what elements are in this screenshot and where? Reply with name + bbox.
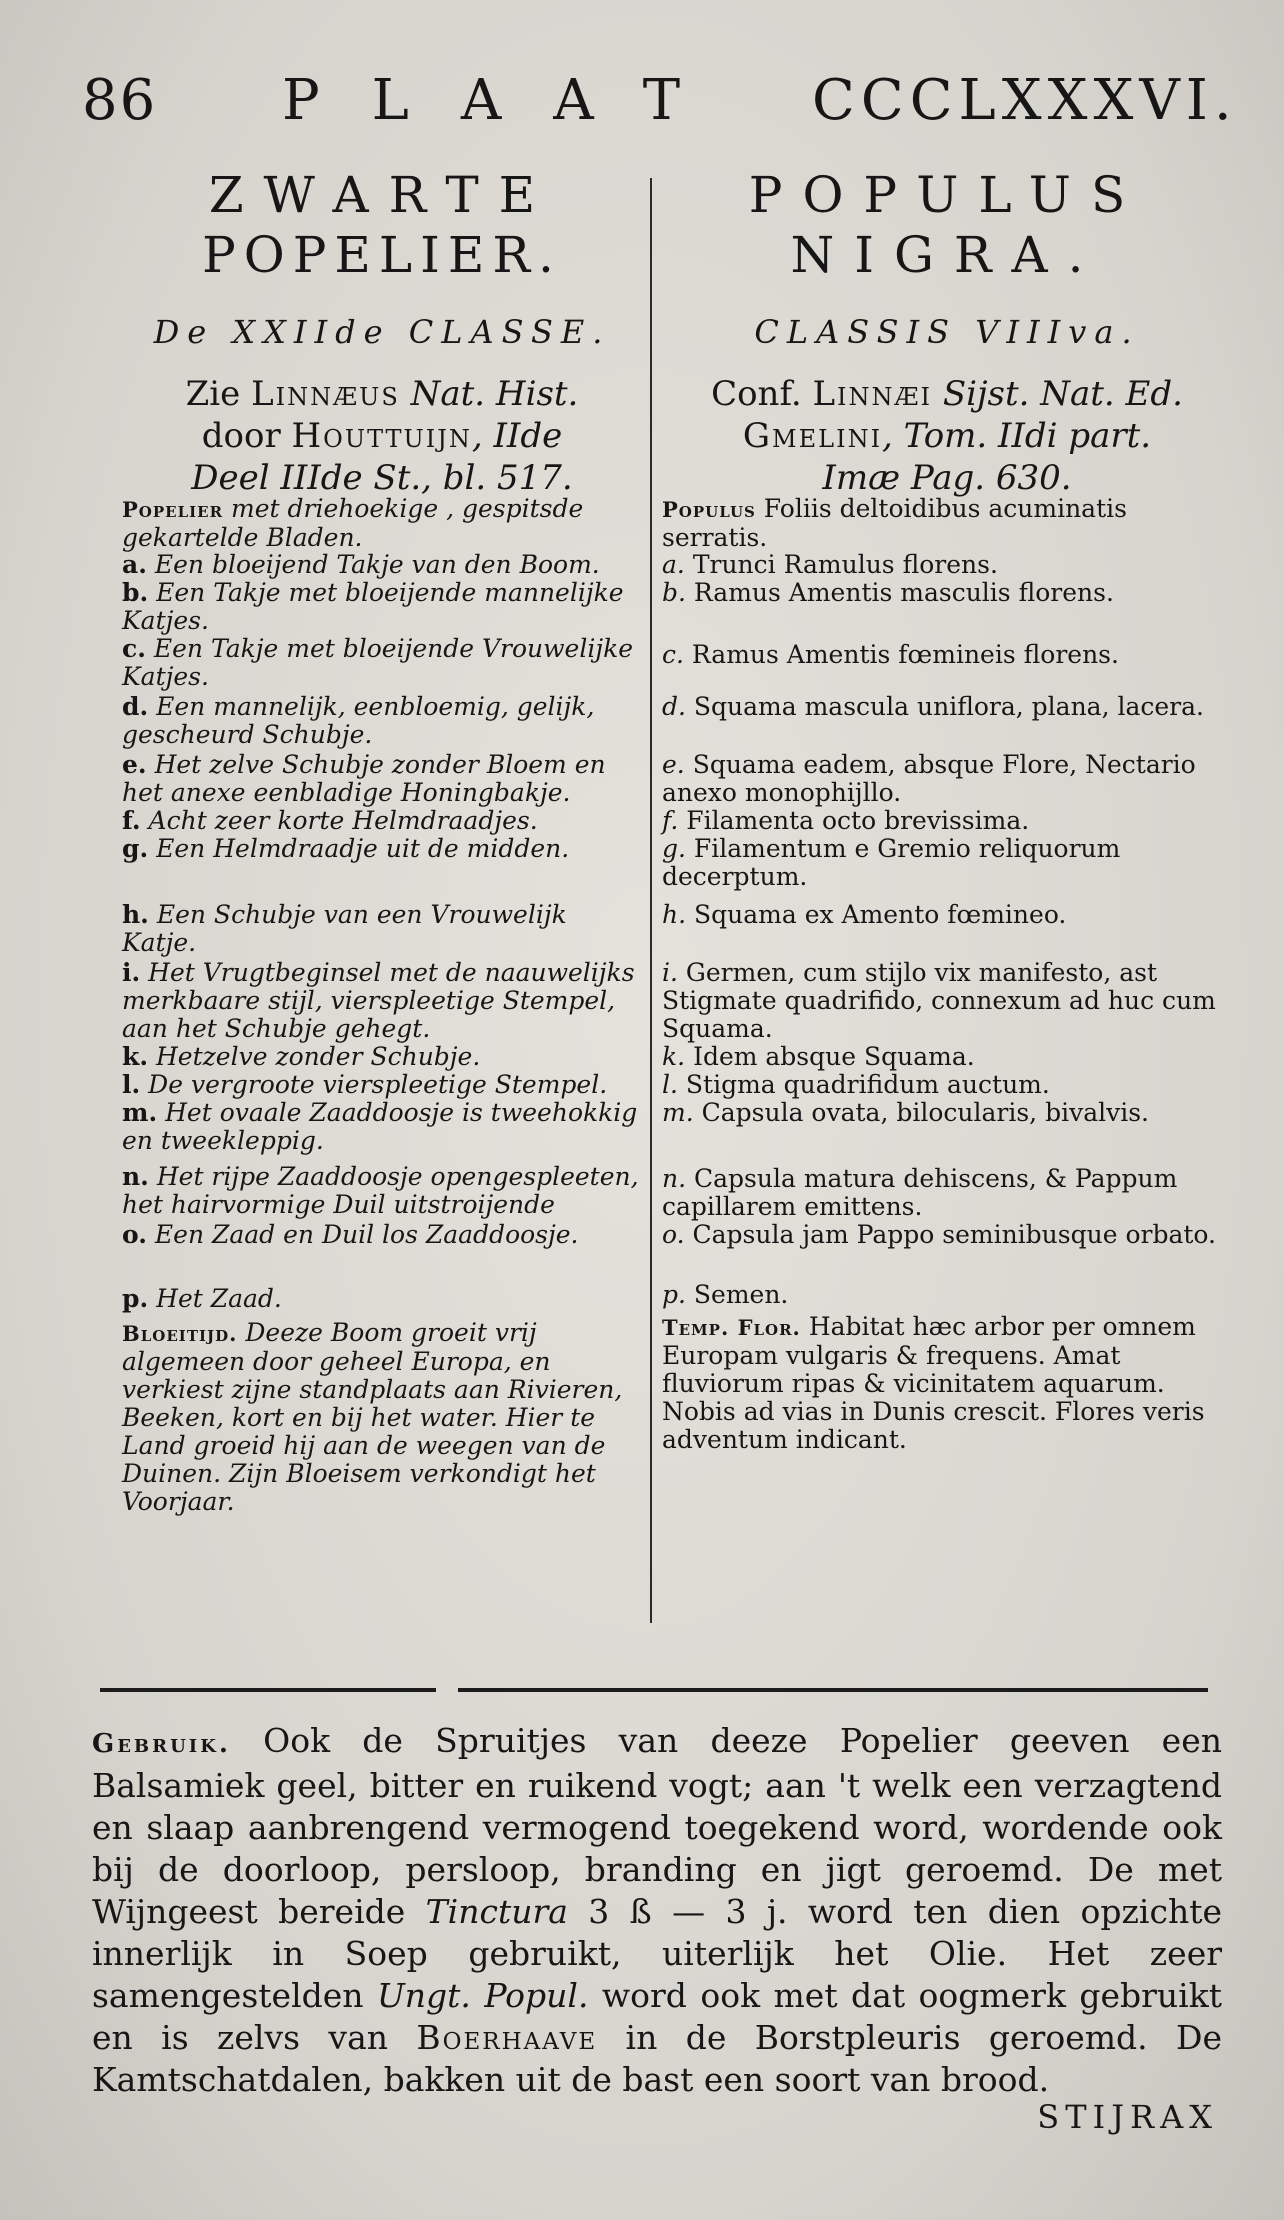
item-text: Een mannelijk, eenbloemig, gelijk, gescheurd Schubje. [122,692,595,749]
list-item [662,1165,1232,1221]
item-text: Een Takje met bloeijende Vrouwelijke Katjes. [122,634,634,691]
intro-lead: Populus [662,497,756,522]
list-item [122,579,642,635]
item-key: e. [662,750,685,779]
item-key: h. [122,900,149,929]
ref-text: Conf. [711,374,802,414]
list-item [662,807,1232,835]
list-item [662,579,1232,607]
list-item [122,1043,642,1071]
item-key: l. [662,1070,678,1099]
list-item [122,1163,642,1219]
item-text: Filamenta octo brevissima. [686,806,1030,835]
ref-page: Deel IIIde St., bl. 517. [191,458,573,498]
latin-title-line1: POPULUS [748,166,1146,224]
author-name: Boerhaave [416,2018,598,2057]
item-key: o. [662,1220,685,1249]
author-name: Linnæi [812,374,932,414]
page-header [82,68,1238,138]
item-text: Filamentum e Gremio reliquorum decerptum. [662,834,1121,891]
gebruik-italic-term: Tinctura [425,1892,568,1931]
item-key: o. [122,1220,147,1249]
item-text: Het zelve Schubje zonder Bloem en het anexe eenbladige Honingbakje. [122,750,606,807]
plate-label: PLAAT [282,68,733,133]
item-text: Een Helmdraadje uit de midden. [156,834,570,863]
item-text: Het Zaad. [156,1284,282,1313]
item-key: l. [122,1070,141,1099]
latin-reference [662,373,1232,499]
list-item [662,551,1232,579]
intro-text: met driehoekige , gespitsde gekartelde Bladen. [122,494,584,552]
ref-page: Imæ Pag. 630. [822,458,1072,498]
item-text: Een Zaad en Duil los Zaaddoosje. [154,1220,579,1249]
list-item [662,1043,1232,1071]
item-key: g. [662,834,686,863]
item-key: k. [662,1042,686,1071]
latin-column [662,165,1232,1454]
ref-volume: , IIde [471,416,563,456]
list-item [122,693,642,749]
item-key: d. [662,692,686,721]
item-key: c. [122,634,146,663]
item-text: Het Vrugtbeginsel met de naauwelijks merkbaare stijl, vierspleetige Stempel, aan het Schubje gehegt. [122,958,635,1043]
item-key: p. [122,1284,149,1313]
item-key: m. [122,1098,158,1127]
gebruik-text: 3 ß — 3 j. word ten dien opzichte innerlijk in Soep gebruikt, uiterlijk het Olie. Het zeer samengestelden [92,1892,1222,2015]
item-key: e. [122,750,147,779]
plate-number: CCCLXXXVI. [812,68,1238,133]
item-text: Hetzelve zonder Schubje. [155,1042,481,1071]
item-text: Ramus Amentis fœmineis florens. [691,640,1119,669]
item-key: h. [662,900,687,929]
dutch-intro [122,495,642,552]
list-item [122,751,642,807]
dutch-classe: De XXIIde CLASSE. [153,313,611,351]
ref-title: Sijst. Nat. Ed. [942,374,1183,414]
item-key: f. [122,806,141,835]
list-item [122,901,642,957]
item-text: Trunci Ramulus florens. [692,550,998,579]
item-text: Capsula jam Pappo seminibusque orbato. [692,1220,1216,1249]
item-key: m. [662,1098,694,1127]
item-text: Squama mascula uniflora, plana, lacera. [693,692,1204,721]
latin-title-line2: NIGRA. [790,226,1104,284]
list-item [662,959,1232,1043]
section-rule-right [458,1688,1208,1692]
item-key: i. [122,958,141,987]
ref-volume: , Tom. IIdi part. [882,416,1152,456]
list-item [122,1099,642,1155]
item-text: Het ovaale Zaaddoosje is tweehokkig en tweekleppig. [122,1098,638,1155]
dutch-column [122,165,642,1516]
list-item [662,751,1232,807]
gebruik-text: in de Borstpleuris geroemd. De Kamtschatdalen, bakken uit de bast een soort van brood. [92,2018,1222,2099]
list-item [662,901,1232,929]
gebruik-paragraph [92,1720,1222,2101]
section-rule-left [100,1688,436,1692]
author-name: Linnæus [251,374,400,414]
item-text: Capsula ovata, bilocularis, bivalvis. [701,1098,1149,1127]
list-item [122,1285,642,1313]
item-key: i. [662,958,678,987]
item-text: Capsula matura dehiscens, & Pappum capillarem emittens. [662,1164,1178,1221]
list-item [122,959,642,1043]
bloeitijd-text: Deeze Boom groeit vrij algemeen door geheel Europa, en verkiest zijne standplaats aan Rivieren, Beeken, kort en bij het water. Hier te Land groeid hij aan de weegen van de Duinen. Zijn Bloeisem verkondigt het Voorjaar. [122,1318,623,1516]
item-key: f. [662,806,679,835]
list-item [662,693,1232,721]
ref-title: Nat. Hist. [410,374,579,414]
item-text: Een Takje met bloeijende mannelijke Katjes. [122,578,624,635]
item-text: Acht zeer korte Helmdraadjes. [148,806,538,835]
item-key: b. [662,578,686,607]
bloeitijd-lead: Bloeitijd. [122,1321,238,1346]
gebruik-text: word ook met dat oogmerk gebruikt en is zelvs van [92,1976,1222,2057]
latin-intro [662,495,1232,552]
item-key: a. [662,550,685,579]
item-text: Idem absque Squama. [693,1042,975,1071]
gebruik-italic-term: Ungt. Popul. [376,1976,589,2015]
list-item [122,835,642,863]
ref-text: door [201,416,281,456]
temp-flor-text: Habitat hæc arbor per omnem Europam vulgaris & frequens. Amat fluviorum ripas & vicinitatem aquarum. Nobis ad vias in Dunis crescit. Flores veris adventum indicant. [662,1312,1205,1454]
item-text: Germen, cum stijlo vix manifesto, ast Stigmate quadrifido, connexum ad huc cum Squama. [662,958,1216,1043]
item-text: Stigma quadrifidum auctum. [685,1070,1050,1099]
item-text: Squama ex Amento fœmineo. [694,900,1067,929]
ref-text: Zie [185,374,241,414]
temp-flor-paragraph [662,1313,1232,1454]
intro-lead: Popelier [122,497,224,522]
gebruik-text: Ook de Spruitjes van deeze Popelier geeven een Balsamiek geel, bitter en ruikend vogt; aan 't welk een verzagtend en slaap aanbrengend vermogend toegekend word, wordende ook bij de doorloop, persloop, branding en jigt geroemd. De met Wijngeest bereide [92,1721,1222,1931]
list-item [662,1221,1232,1249]
item-text: Squama eadem, absque Flore, Nectario anexo monophijllo. [662,750,1196,807]
dutch-title-line2: POPELIER. [202,226,562,284]
latin-classe: CLASSIS VIIIva. [754,313,1140,351]
dutch-reference [122,373,642,499]
item-key: n. [662,1164,687,1193]
page-number: 86 [82,68,158,133]
item-text: Het rijpe Zaaddoosje opengespleeten, het hairvormige Duil uitstroijende [122,1162,639,1219]
item-key: c. [662,640,684,669]
item-key: b. [122,578,149,607]
intro-text: Foliis deltoidibus acuminatis serratis. [662,494,1127,552]
item-text: De vergroote vierspleetige Stempel. [148,1070,608,1099]
item-key: n. [122,1162,149,1191]
list-item [122,635,642,691]
item-key: p. [662,1280,686,1309]
list-item [122,551,642,579]
item-text: Een bloeijend Takje van den Boom. [154,550,600,579]
dutch-title-line1: ZWARTE [208,166,556,224]
list-item [662,1099,1232,1127]
author-name: Gmelini [742,416,883,456]
item-key: k. [122,1042,149,1071]
item-text: Een Schubje van een Vrouwelijk Katje. [122,900,567,957]
list-item [662,1281,1232,1309]
list-item [122,807,642,835]
temp-flor-lead: Temp. Flor. [662,1315,801,1340]
gebruik-lead: Gebruik. [92,1729,231,1759]
item-text: Ramus Amentis masculis florens. [693,578,1114,607]
item-key: g. [122,834,149,863]
list-item [662,641,1232,669]
item-key: a. [122,550,147,579]
list-item [122,1221,642,1249]
item-key: d. [122,692,149,721]
list-item [662,1071,1232,1099]
item-text: Semen. [693,1280,789,1309]
column-divider [650,178,652,1623]
catchword: STIJRAX [1037,2098,1218,2136]
list-item [662,835,1232,891]
bloeitijd-paragraph [122,1319,642,1516]
list-item [122,1071,642,1099]
author-name: Houttuijn [291,416,472,456]
